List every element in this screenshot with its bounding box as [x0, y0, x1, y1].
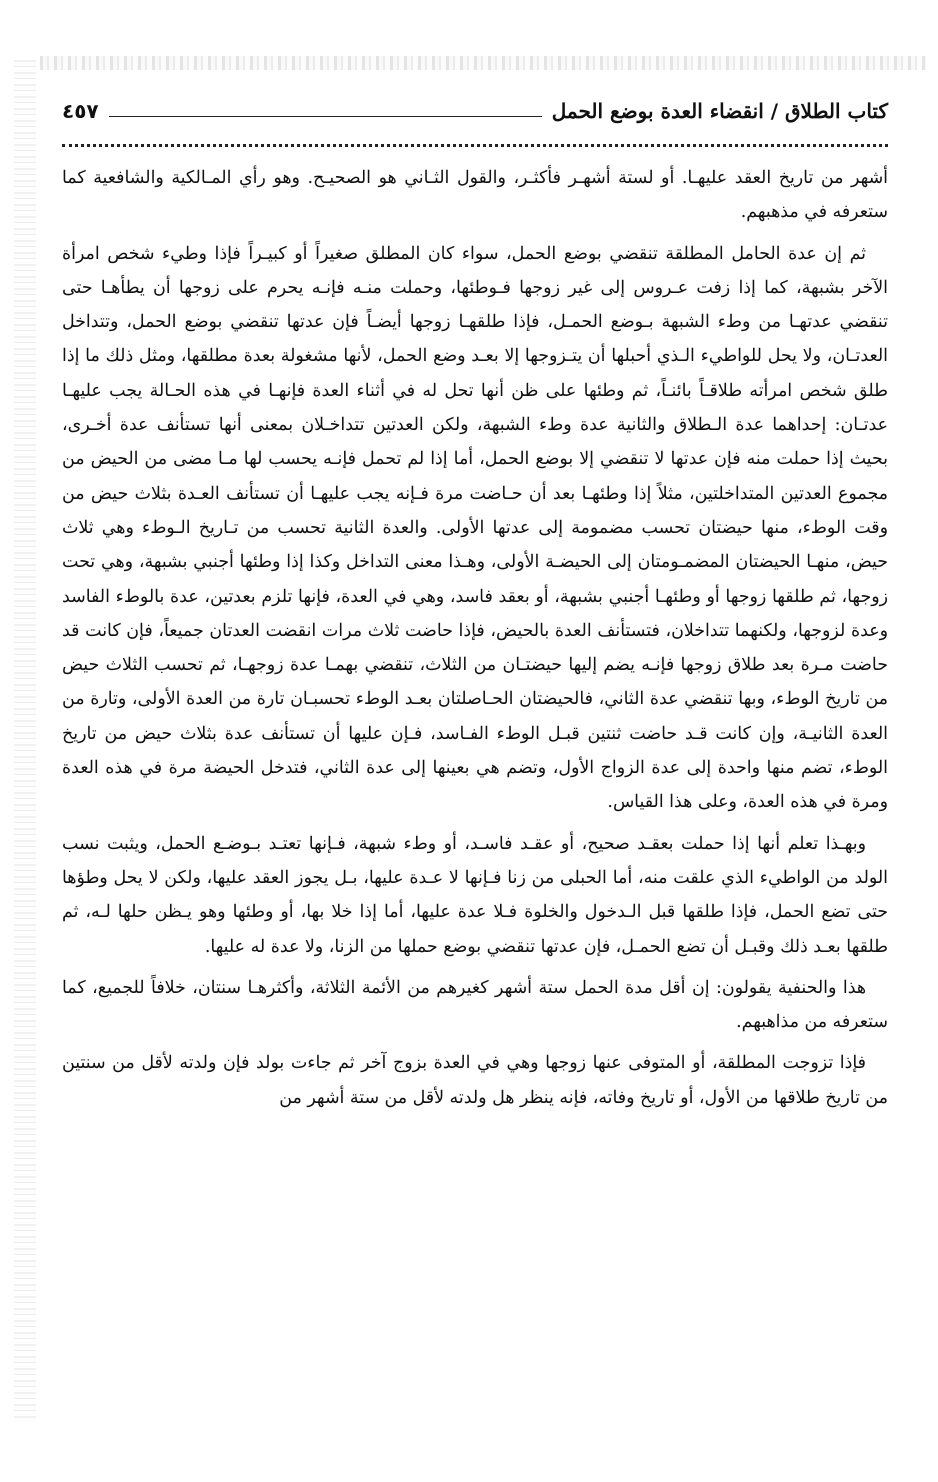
header-rule: [109, 116, 542, 117]
scan-edge-artifact: [40, 56, 926, 70]
running-title: كتاب الطلاق / انقضاء العدة بوضع الحمل: [551, 99, 888, 123]
paragraph: وبهـذا تعلم أنها إذا حملت بعقـد صحيح، أو عقـد فاسـد، أو وطء شبهة، فـإنها تعتـد بـوضـع الحمل، ويثبت نسب الولد من الواطيء الذي علقت منه، أما الحبلى من زنا فـإنها لا عـدة عليها، بـل يجوز العقد عليها، ولكن لا يحل وطؤها حتى تضع الحمل، فإذا طلقها قبل الـدخول والخلوة فـلا عدة عليها، أما إذا خلا بها، أو وطئها وهو يـظن حلها لـه، ثم طلقها بعـد ذلك وقبـل أن تضع الحمـل، فإن عدتها تنقضي بوضع حملها من الزنا، ولا عدة له عليها.: [62, 833, 888, 957]
page-number: ٤٥٧: [62, 99, 99, 123]
paragraph: فإذا تزوجت المطلقة، أو المتوفى عنها زوجها وهي في العدة بزوج آخر ثم جاءت بولد فإن ولدته لأقل من سنتين من تاريخ طلاقها من الأول، أو تاريخ وفاته، فإنه ينظر هل ولدته لأقل من ستة أشهر من: [62, 1053, 888, 1108]
paragraph: أشهر من تاريخ العقد عليهـا. أو لستة أشهـر فأكثـر، والقول الثـاني هو الصحيـح. وهو رأي المـالكية والشافعية كما ستعرفه في مذهبهم.: [62, 168, 888, 223]
scan-binding-artifact: [14, 60, 36, 1422]
book-page: [62, 92, 888, 1442]
dotted-separator: [62, 144, 888, 147]
paragraph: ثم إن عدة الحامل المطلقة تنقضي بوضع الحمل، سواء كان المطلق صغيراً أو كبيـراً فإذا وطيء شخص امرأة الآخر بشبهة، كما إذا زفت عـروس إلى غير زوجها فـوطئها، وحملت منـه فإنـه يحرم على زوجها أن يطأهـا حتى تنقضي عدتهـا من وطء الشبهة بـوضع الحمـل، فإذا طلقهـا زوجها أيضـاً فإن عدتها تنقضي بوضع الحمل، وتتداخل العدتـان، ولا يحل للواطيء الـذي أحبلها أن يتـزوجها إلا بعـد وضع الحمل، لأنها مشغولة بعدة مطلقها، ومثل ذلك ما إذا طلق شخص امرأته طلاقـاً بائنـاً، ثم وطئها على ظن أنها تحل له في أثناء العدة فإنهـا في هذه الحـالة يجب عليهـا عدتـان: إحداهما عدة الـطلاق والثانية عدة وطء الشبهة، ولكن العدتين تتداخـلان بمعنى أنها تستأنف عدة أخـرى، بحيث إذا حملت منه فإن عدتها لا تنقضي إلا بوضع الحمل، أما إذا لم تحمل فإنـه يحسب لها مـا مضى من الحيض من مجموع العدتين المتداخلتين، مثلاً إذا وطئهـا بعد أن حـاضت مرة فـإنه يجب عليهـا أن تستأنف العـدة بثلاث حيض من وقت الوطء، منها حيضتان تحسب مضمومة إلى عدتها الأولى. والعدة الثانية تحسب من تـاريخ الـوطء وهي ثلاث حيض، منهـا الحيضتان المضمـومتان إلى الحيضـة الأولى، وهـذا معنى التداخل وكذا إذا وطئها أجنبي بشبهة، وهي تحت زوجها، ثم طلقها زوجها أو وطئهـا أجنبي بشبهة، أو بعقد فاسد، وهي في العدة، فإنها تلزم بعدتين، عدة بالوطء الفاسد وعدة لزوجها، ولكنهما تتداخلان، فتستأنف العدة بالحيض، فإذا حاضت ثلاث مرات انقضت العدتان جميعاً، فإن كانت قد حاضت مـرة بعد طلاق زوجها فإنـه يضم إليها حيضتـان من الثلاث، تنقضي بهمـا عدة زوجهـا، ثم تحسب الثلاث حيض من تاريخ الوطء، وبها تنقضي عدة الثاني، فالحيضتان الحـاصلتان بعـد الوطء تحسبـان تارة من العدة الأولى، وتارة من العدة الثانيـة، وإن كانت قـد حاضت ثنتين قبـل الوطء الفـاسد، فـإن عليها أن تستأنف عدة بثلاث حيض من تاريخ الوطء، تضم منها واحدة إلى عدة الزواج الأول، وتضم هي بعينها إلى عدة الثاني، فتدخل الحيضة مرة في هذه العدة ومرة في هذه العدة، وعلى هذا القياس.: [62, 243, 888, 813]
page-header: [62, 92, 888, 130]
paragraph: هذا والحنفية يقولون: إن أقل مدة الحمل ستة أشهر كغيرهم من الأئمة الثلاثة، وأكثرهـا سنتان، خلافاً للجميع، كما ستعرفه من مذاهبهم.: [62, 977, 888, 1033]
body-text: [62, 161, 888, 1115]
